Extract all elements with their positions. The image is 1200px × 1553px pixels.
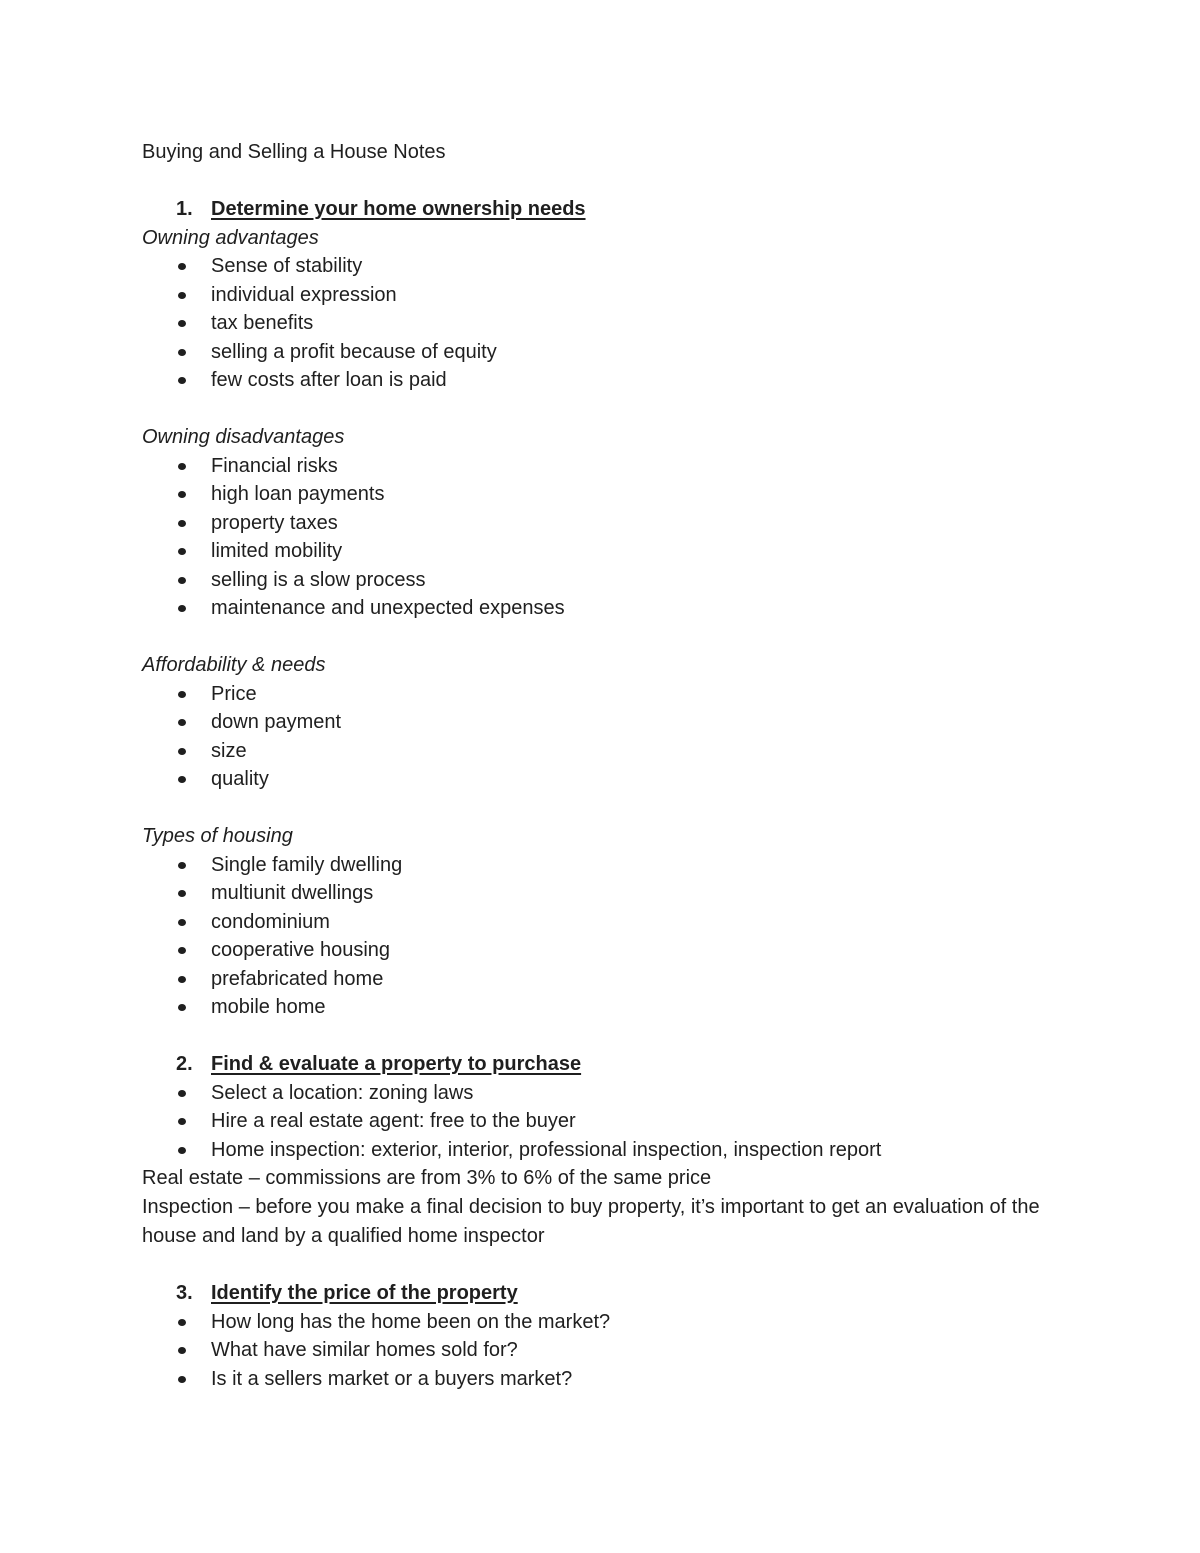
list-item — [142, 281, 1072, 310]
list-item-text: limited mobility — [211, 540, 343, 562]
bullet-icon — [178, 491, 186, 498]
bullet-icon — [178, 349, 186, 356]
bullet-icon — [178, 1090, 186, 1097]
section-2-heading — [142, 1050, 1072, 1079]
bullet-icon — [178, 1004, 186, 1011]
list-item — [142, 537, 1072, 566]
list-item — [142, 1365, 1072, 1394]
list-item-text: What have similar homes sold for? — [211, 1339, 518, 1361]
list-item — [142, 680, 1072, 709]
bullet-icon — [178, 919, 186, 926]
spacer — [142, 167, 1072, 196]
list-item-text: quality — [211, 768, 269, 790]
bullet-icon — [178, 1147, 186, 1154]
list-item — [142, 566, 1072, 595]
list-item-text: mobile home — [211, 996, 326, 1018]
bullet-icon — [178, 719, 186, 726]
find-evaluate-list — [142, 1079, 1072, 1165]
price-questions-list — [142, 1308, 1072, 1394]
list-item-text: Home inspection: exterior, interior, professional inspection, inspection report — [211, 1138, 882, 1161]
section-number: 3. — [176, 1282, 193, 1304]
bullet-icon — [178, 577, 186, 584]
bullet-icon — [178, 1376, 186, 1383]
owning-advantages-list — [142, 252, 1072, 395]
list-item — [142, 1136, 1072, 1165]
list-item-text: down payment — [211, 711, 342, 733]
section-number: 2. — [176, 1053, 193, 1075]
group-heading-affordability: Affordability & needs — [142, 654, 326, 676]
list-item-text: selling is a slow process — [211, 568, 426, 591]
bullet-icon — [178, 947, 186, 954]
list-item — [142, 908, 1072, 937]
list-item-text: Price — [211, 682, 257, 705]
document-title: Buying and Selling a House Notes — [142, 141, 446, 163]
list-item-text: Select a location: zoning laws — [211, 1081, 474, 1104]
list-item-text: How long has the home been on the market? — [211, 1310, 611, 1333]
list-item-text: selling a profit because of equity — [211, 340, 497, 363]
list-item-text: multiunit dwellings — [211, 882, 374, 904]
list-item-text: Financial risks — [211, 454, 338, 477]
section-title: Determine your home ownership needs — [211, 198, 586, 220]
bullet-icon — [178, 520, 186, 527]
list-item-text: condominium — [211, 910, 330, 933]
list-item-text: Is it a sellers market or a buyers market? — [211, 1367, 573, 1390]
list-item-text: high loan payments — [211, 483, 385, 505]
list-item-text: individual expression — [211, 283, 397, 306]
bullet-icon — [178, 691, 186, 698]
list-item-text: Sense of stability — [211, 255, 363, 277]
list-item — [142, 965, 1072, 994]
bullet-icon — [178, 263, 186, 270]
bullet-icon — [178, 605, 186, 612]
spacer — [142, 1022, 1072, 1051]
section-3-heading — [142, 1279, 1072, 1308]
bullet-icon — [178, 463, 186, 470]
group-heading-owning-advantages: Owning advantages — [142, 226, 319, 249]
list-item — [142, 765, 1072, 794]
list-item — [142, 1308, 1072, 1337]
list-item-text: cooperative housing — [211, 939, 391, 961]
list-item-text: few costs after loan is paid — [211, 369, 447, 391]
spacer — [142, 395, 1072, 424]
list-item — [142, 708, 1072, 737]
list-item-text: maintenance and unexpected expenses — [211, 597, 565, 619]
list-item-text: tax benefits — [211, 312, 314, 334]
list-item — [142, 879, 1072, 908]
bullet-icon — [178, 890, 186, 897]
list-item — [142, 851, 1072, 880]
list-item — [142, 480, 1072, 509]
list-item-text: Single family dwelling — [211, 853, 403, 876]
document-page — [142, 138, 1072, 1393]
bullet-icon — [178, 377, 186, 384]
bullet-icon — [178, 548, 186, 555]
list-item — [142, 737, 1072, 766]
note-inspection: Inspection – before you make a final decision to buy property, it’s important to get an evaluation of the house and land by a qualified home inspector — [142, 1195, 1040, 1247]
section-title: Identify the price of the property — [211, 1282, 518, 1304]
list-item-text: size — [211, 739, 247, 762]
spacer — [142, 623, 1072, 652]
list-item-text: Hire a real estate agent: free to the buyer — [211, 1110, 576, 1132]
list-item — [142, 936, 1072, 965]
section-number: 1. — [176, 198, 193, 220]
list-item — [142, 509, 1072, 538]
types-of-housing-list — [142, 851, 1072, 1022]
list-item — [142, 594, 1072, 623]
list-item-text: prefabricated home — [211, 967, 384, 990]
spacer — [142, 794, 1072, 823]
list-item — [142, 366, 1072, 395]
bullet-icon — [178, 748, 186, 755]
group-heading-owning-disadvantages: Owning disadvantages — [142, 426, 345, 448]
bullet-icon — [178, 862, 186, 869]
section-1-heading — [142, 195, 1072, 224]
list-item — [142, 1079, 1072, 1108]
note-real-estate: Real estate – commissions are from 3% to 6% of the same price — [142, 1167, 712, 1189]
bullet-icon — [178, 776, 186, 783]
group-heading-types-of-housing: Types of housing — [142, 825, 293, 847]
list-item — [142, 338, 1072, 367]
owning-disadvantages-list — [142, 452, 1072, 623]
bullet-icon — [178, 1319, 186, 1326]
bullet-icon — [178, 1118, 186, 1125]
bullet-icon — [178, 292, 186, 299]
list-item — [142, 452, 1072, 481]
spacer — [142, 1251, 1072, 1280]
affordability-list — [142, 680, 1072, 794]
list-item — [142, 993, 1072, 1022]
list-item-text: property taxes — [211, 511, 338, 534]
bullet-icon — [178, 320, 186, 327]
section-title: Find & evaluate a property to purchase — [211, 1053, 582, 1075]
list-item — [142, 309, 1072, 338]
bullet-icon — [178, 1347, 186, 1354]
list-item — [142, 1336, 1072, 1365]
bullet-icon — [178, 976, 186, 983]
list-item — [142, 252, 1072, 281]
list-item — [142, 1107, 1072, 1136]
